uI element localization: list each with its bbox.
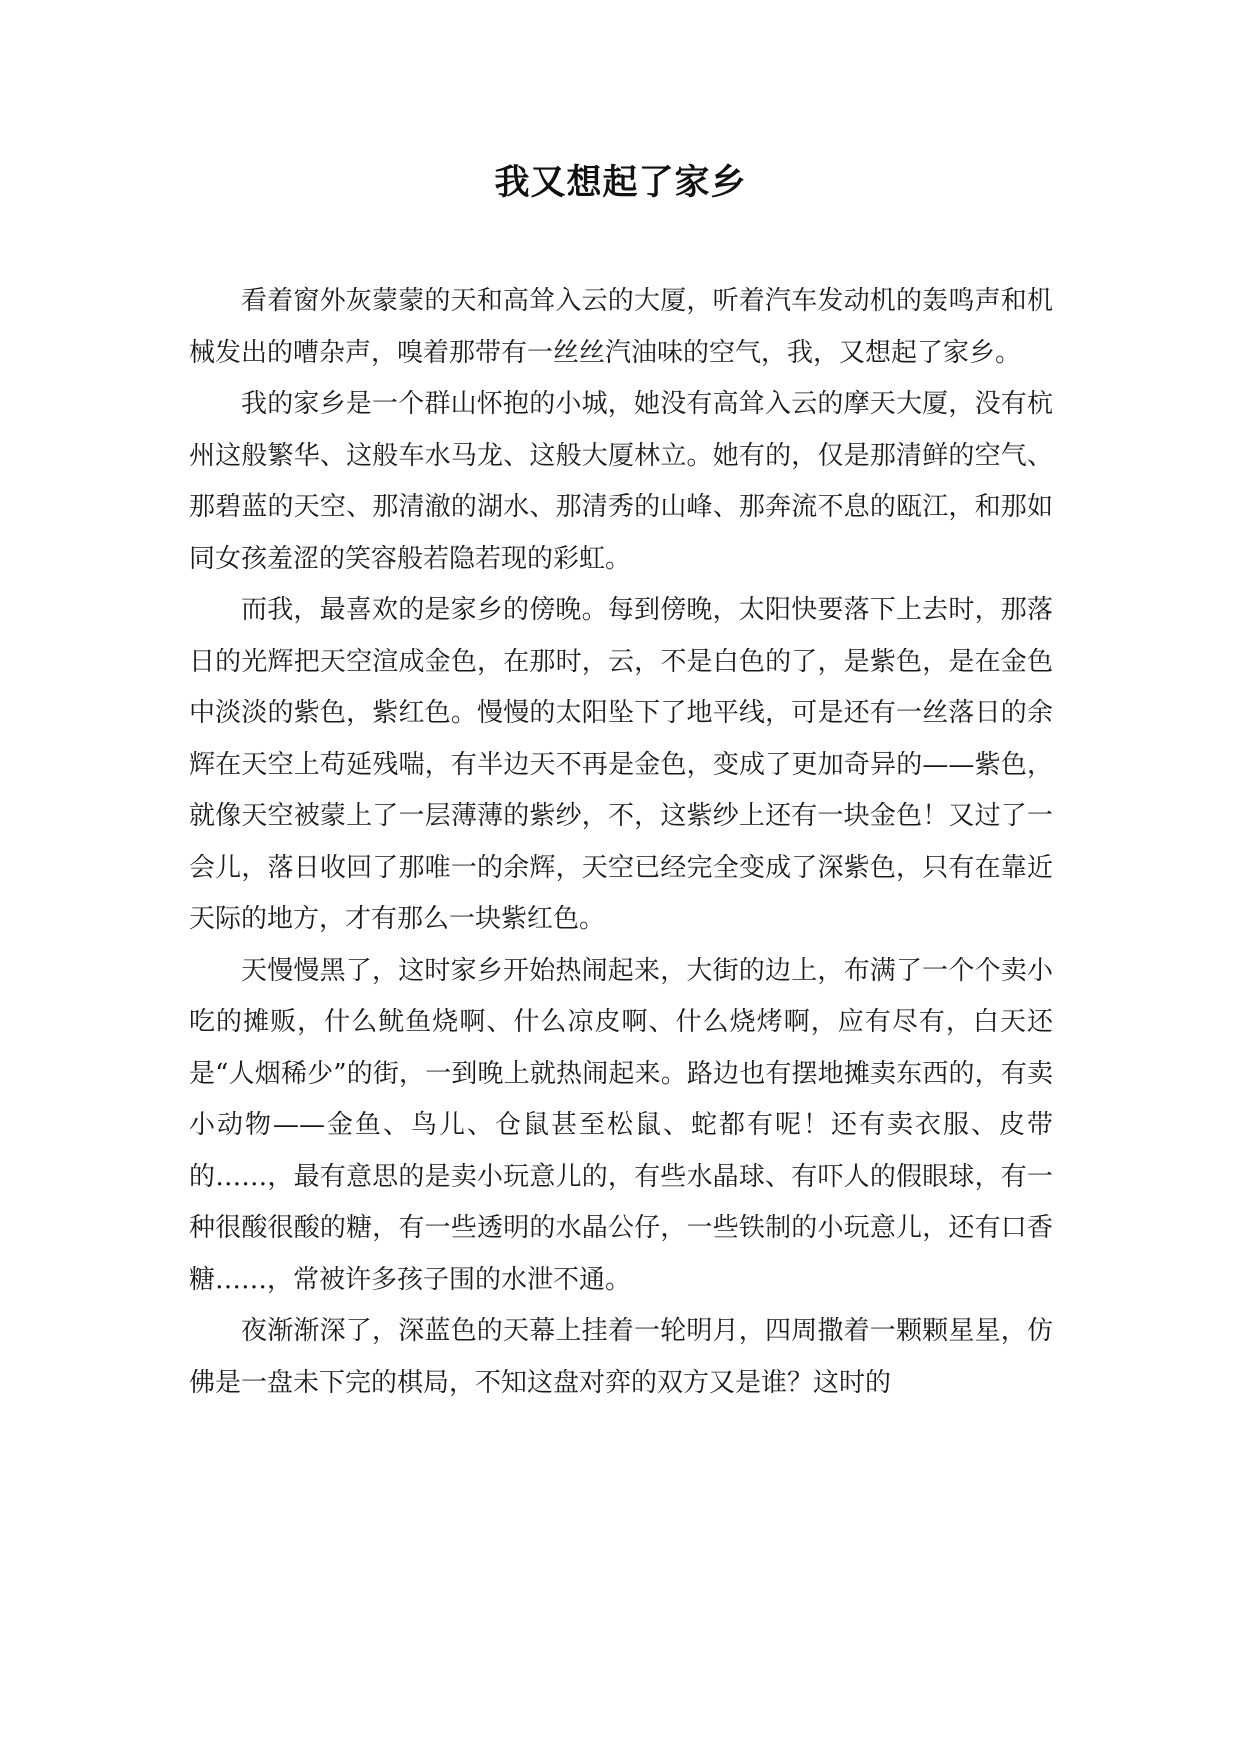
paragraph-5: 夜渐渐深了，深蓝色的天幕上挂着一轮明月，四周撒着一颗颗星星，仿佛是一盘未下完的棋局，不知这盘对弈的双方又是谁？这时的 [189, 1316, 1053, 1398]
paragraph-2: 我的家乡是一个群山怀抱的小城，她没有高耸入云的摩天大厦，没有杭州这般繁华、这般车水马龙、这般大厦林立。她有的，仅是那清鲜的空气、那碧蓝的天空、那清澈的湖水、那清秀的山峰、那奔流不息的瓯江，和那如同女孩羞涩的笑容般若隐若现的彩虹。 [189, 389, 1053, 574]
document-body [189, 276, 1053, 1409]
paragraph-1: 看着窗外灰蒙蒙的天和高耸入云的大厦，听着汽车发动机的轰鸣声和机械发出的嘈杂声，嗅着那带有一丝丝汽油味的空气，我，又想起了家乡。 [189, 286, 1053, 368]
paragraph-4: 天慢慢黑了，这时家乡开始热闹起来，大街的边上，布满了一个个卖小吃的摊贩，什么鱿鱼烧啊、什么凉皮啊、什么烧烤啊，应有尽有，白天还是“人烟稀少”的街，一到晚上就热闹起来。路边也有摆地摊卖东西的，有卖小动物——金鱼、鸟儿、仓鼠甚至松鼠、蛇都有呢！还有卖衣服、皮带的……，最有意思的是卖小玩意儿的，有些水晶球、有吓人的假眼球，有一种很酸很酸的糖，有一些透明的水晶公仔，一些铁制的小玩意儿，还有口香糖……，常被许多孩子围的水泄不通。 [189, 955, 1053, 1295]
document-title: 我又想起了家乡 [494, 162, 747, 203]
paragraph-3: 而我，最喜欢的是家乡的傍晚。每到傍晚，太阳快要落下上去时，那落日的光辉把天空渲成金色，在那时，云，不是白色的了，是紫色，是在金色中淡淡的紫色，紫红色。慢慢的太阳坠下了地平线，可是还有一丝落日的余辉在天空上苟延残喘，有半边天不再是金色，变成了更加奇异的——紫色，就像天空被蒙上了一层薄薄的紫纱，不，这紫纱上还有一块金色！又过了一会儿，落日收回了那唯一的余辉，天空已经完全变成了深紫色，只有在靠近天际的地方，才有那么一块紫红色。 [189, 595, 1053, 934]
